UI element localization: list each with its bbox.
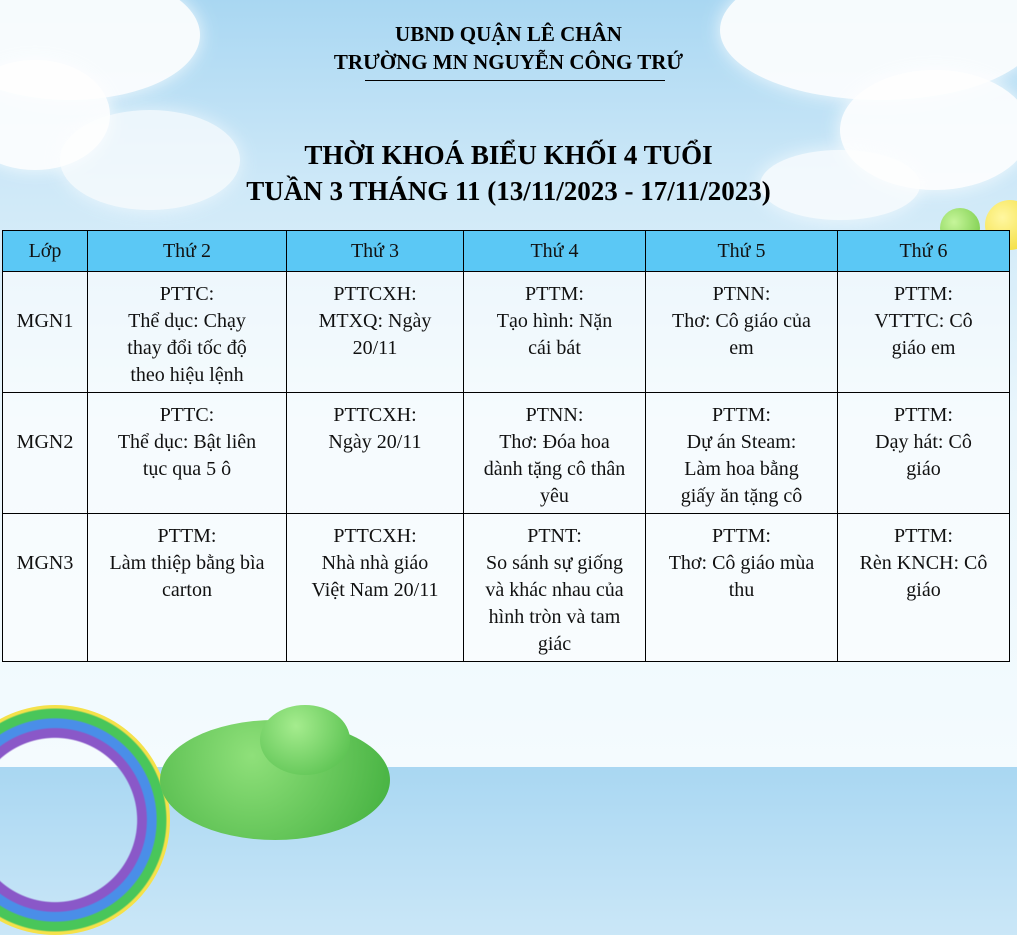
cell-line: PTTM: [525,283,584,305]
schedule-cell [464,393,646,514]
cell-line: PTTM: [894,404,953,426]
header-underline [365,80,665,81]
schedule-cell [464,514,646,662]
cell-line: Tạo hình: Nặn [496,310,613,332]
cell-line: PTNN: [525,404,584,426]
cell-line: Ngày 20/11 [328,431,422,453]
cell-line: carton [162,579,212,601]
cell-line: PTTCXH: [333,283,417,305]
column-header: Thứ 2 [88,231,287,272]
class-name: MGN1 [3,272,88,393]
schedule-cell [646,272,838,393]
cell-line: giác [537,633,572,655]
cell-line: thu [728,579,755,601]
cell-line: giấy ăn tặng cô [680,485,803,507]
cell-line: giáo [906,458,941,480]
table-row [3,393,1010,514]
schedule-cell [464,272,646,393]
schedule-cell [838,272,1010,393]
cell-line: cái bát [528,337,581,359]
column-header: Thứ 3 [287,231,464,272]
page-title: THỜI KHOÁ BIỂU KHỐI 4 TUỔI [304,140,713,170]
cell-line: 20/11 [352,337,398,359]
schedule-cell [88,393,287,514]
schedule-cell [838,393,1010,514]
cell-line: PTTC: [159,404,215,426]
cell-line: Thể dục: Bật liên [117,431,257,453]
class-name: MGN3 [3,514,88,662]
cell-line: và khác nhau của [485,579,624,601]
cell-line: Việt Nam 20/11 [311,579,439,601]
table-header-row [3,231,1010,272]
cell-line: PTTM: [712,404,771,426]
schedule-cell [838,514,1010,662]
cell-line: yêu [540,485,569,507]
cell-line: Thơ: Đóa hoa [499,431,610,453]
cell-line: tục qua 5 ô [142,458,232,480]
table-row [3,272,1010,393]
schedule-cell [646,393,838,514]
column-header: Thứ 6 [838,231,1010,272]
organization-name: UBND QUẬN LÊ CHÂN [395,22,622,46]
hill-decoration [260,705,350,775]
timetable [2,230,1010,662]
cell-line: PTNT: [527,525,582,547]
cell-line: Nhà nhà giáo [321,552,429,574]
table-row [3,514,1010,662]
cell-line: em [729,337,754,359]
cell-line: theo hiệu lệnh [130,364,244,386]
cell-line: Thể dục: Chạy [128,310,246,332]
column-header: Thứ 4 [464,231,646,272]
column-header: Thứ 5 [646,231,838,272]
cell-line: VTTTC: Cô [874,310,973,332]
schedule-cell [646,514,838,662]
cell-line: MTXQ: Ngày [318,310,432,332]
schedule-cell [287,272,464,393]
schedule-cell [287,514,464,662]
cell-line: Dự án Steam: [686,431,797,453]
schedule-cell [88,272,287,393]
cell-line: PTNN: [712,283,771,305]
cell-line: Thơ: Cô giáo của [672,310,811,332]
cell-line: PTTM: [712,525,771,547]
cell-line: PTTM: [894,283,953,305]
cell-line: giáo em [891,337,956,359]
cell-line: Thơ: Cô giáo mùa [668,552,815,574]
page-subtitle: TUẦN 3 THÁNG 11 (13/11/2023 - 17/11/2023) [246,176,771,206]
cell-line: giáo [906,579,941,601]
cell-line: PTTM: [894,525,953,547]
cell-line: PTTC: [159,283,215,305]
cell-line: Dạy hát: Cô [875,431,972,453]
cell-line: PTTCXH: [333,404,417,426]
cell-line: PTTM: [157,525,217,547]
cell-line: Làm thiệp bằng bìa [109,552,265,574]
cell-line: Rèn KNCH: Cô [859,552,988,574]
schedule-cell [287,393,464,514]
cell-line: PTTCXH: [333,525,417,547]
cell-line: Làm hoa bằng [684,458,799,480]
cell-line: So sánh sự giống [486,552,623,574]
class-name: MGN2 [3,393,88,514]
school-name: TRƯỜNG MN NGUYỄN CÔNG TRỨ [333,50,684,74]
cell-line: dành tặng cô thân [483,458,626,480]
cell-line: hình tròn và tam [488,606,621,628]
cell-line: thay đổi tốc độ [127,337,247,359]
rainbow-decoration [0,705,170,935]
schedule-cell [88,514,287,662]
column-header: Lớp [3,231,88,272]
